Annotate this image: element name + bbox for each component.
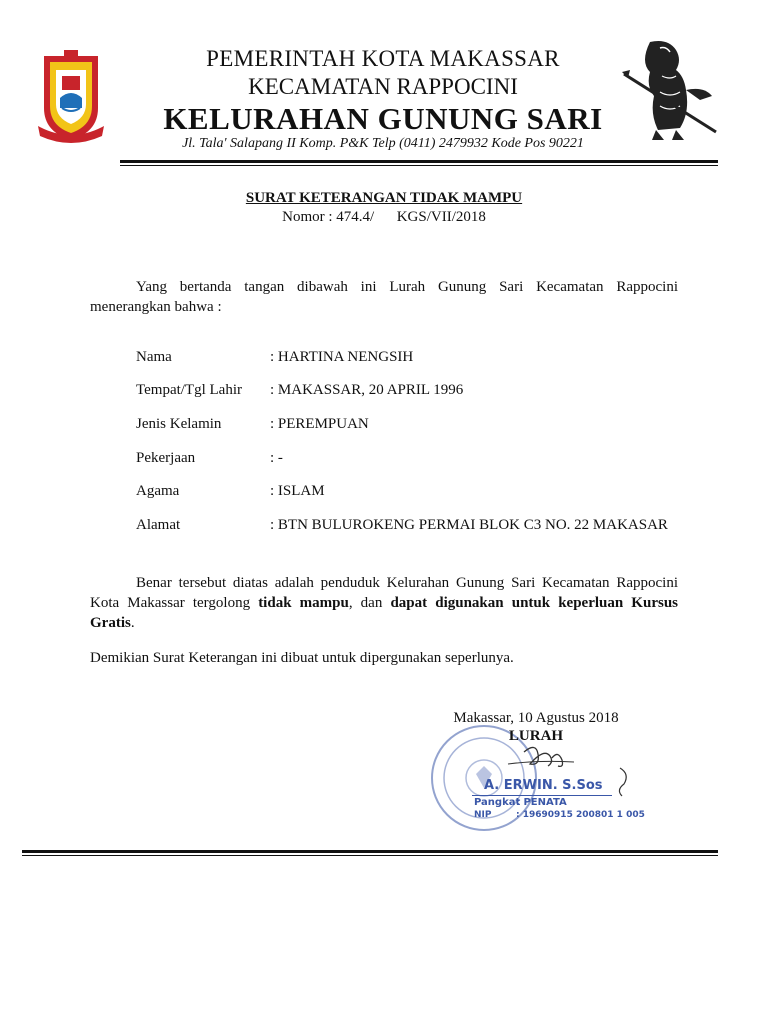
field-row [136, 349, 696, 369]
field-row [136, 517, 696, 537]
field-value: : PEREMPUAN [270, 416, 369, 432]
field-value: : - [270, 450, 283, 466]
letter-number: Nomor : 474.4/ KGS/VII/2018 [282, 209, 486, 225]
field-value: : ISLAM [270, 483, 325, 499]
field-label: Jenis Kelamin [136, 416, 222, 432]
field-label: Pekerjaan [136, 450, 196, 466]
field-label: Agama [136, 483, 180, 499]
statement-emphasis: tidak mampu [258, 595, 349, 611]
intro-paragraph: Yang bertanda tangan dibawah ini Lurah Gunung Sari Kecamatan Rappocini menerangkan bahwa : [90, 279, 678, 315]
field-label: Tempat/Tgl Lahir [136, 382, 242, 398]
signatory-rank: Pangkat: PENATA [474, 797, 567, 808]
city-crest-logo [34, 48, 108, 144]
closing-paragraph: Demikian Surat Keterangan ini dibuat untuk dipergunakan seperlunya. [90, 650, 514, 666]
field-row [136, 450, 696, 470]
signatory-nip: NIP : 19690915 200801 1 005 [474, 810, 645, 820]
field-row [136, 483, 696, 503]
signatory-position: LURAH [508, 728, 564, 744]
field-label: Nama [136, 349, 172, 365]
header-address: Jl. Tala' Salapang II Komp. P&K Telp (0411) 2479932 Kode Pos 90221 [182, 136, 584, 151]
statement-paragraph: Benar tersebut diatas adalah penduduk Kelurahan Gunung Sari Kecamatan Rappocini Kota Makassar tergolong tidak mampu, dan dapat digunakan untuk keperluan Kursus Gratis. [90, 575, 678, 631]
footer-rule-thin [22, 855, 718, 856]
header-rule-thin [120, 165, 718, 166]
field-value: : MAKASSAR, 20 APRIL 1996 [270, 382, 464, 398]
footer-rule-thick [22, 850, 718, 853]
place-date: Makassar, 10 Agustus 2018 [453, 710, 619, 726]
field-value: : HARTINA NENGSIH [270, 349, 414, 365]
field-row [136, 382, 696, 402]
field-value: : BTN BULUROKENG PERMAI BLOK C3 NO. 22 MAKASAR [270, 517, 668, 533]
statement-emphasis: dapat digunakan untuk keperluan Kursus Gratis [90, 595, 678, 631]
signature-underline [472, 795, 612, 796]
letter-title: SURAT KETERANGAN TIDAK MAMPU [245, 190, 523, 206]
header-village: KELURAHAN GUNUNG SARI [163, 101, 603, 136]
field-label: Alamat [136, 517, 181, 533]
header-rule-thick [120, 160, 718, 163]
field-row [136, 416, 696, 436]
signatory-name: A. ERWIN. S.Sos [484, 778, 603, 793]
warrior-emblem-logo [620, 36, 720, 146]
header-district: KECAMATAN RAPPOCINI [248, 74, 518, 99]
header-government: PEMERINTAH KOTA MAKASSAR [206, 46, 560, 71]
